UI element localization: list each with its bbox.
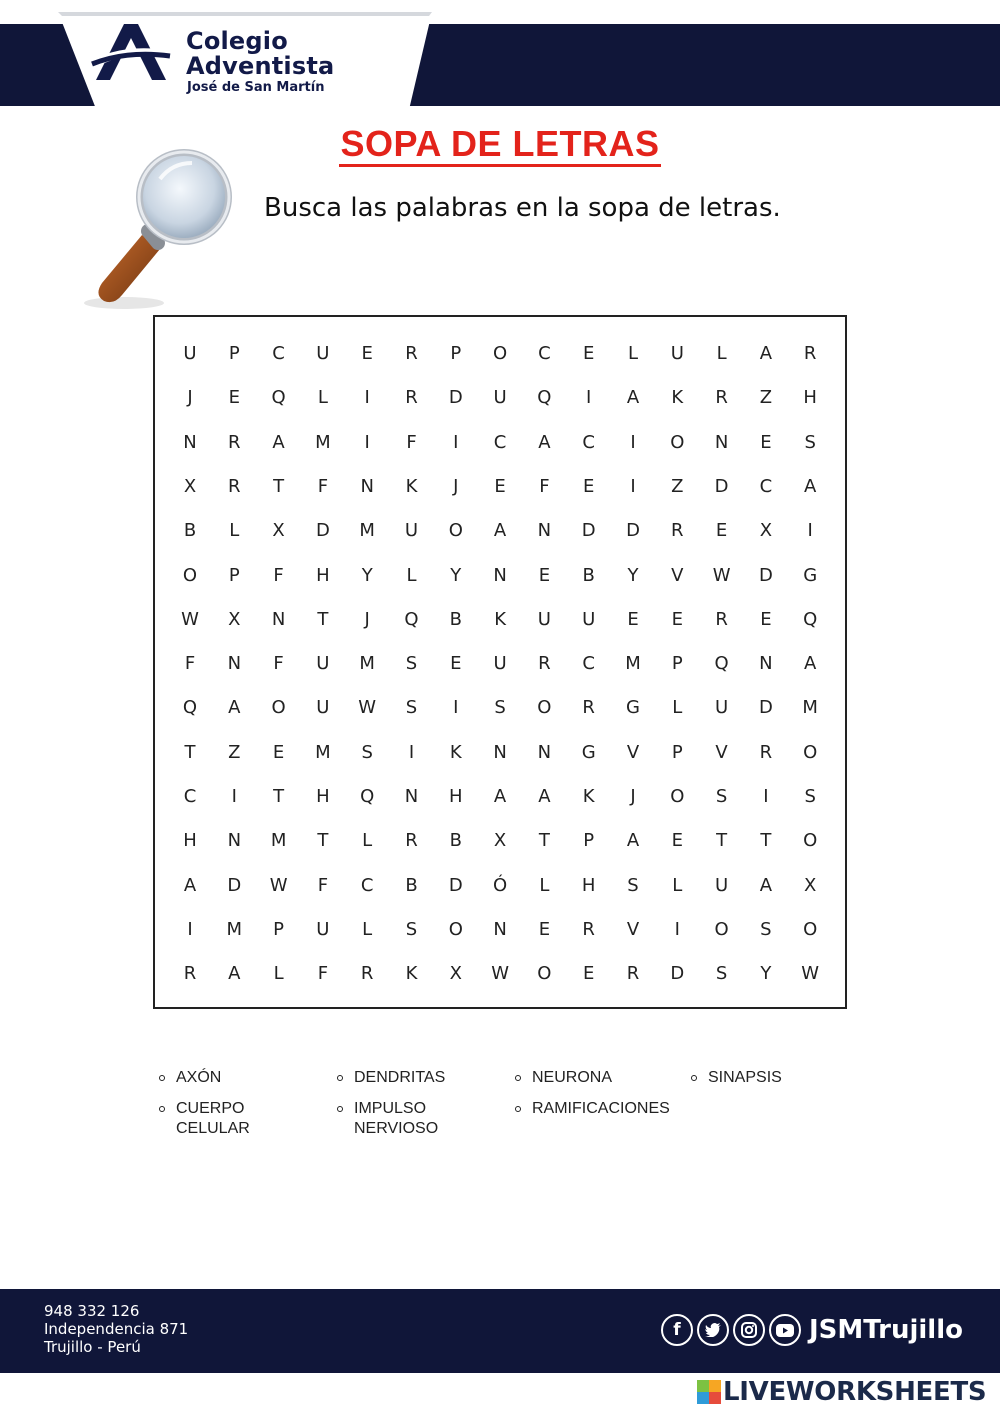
word-bullet — [337, 1106, 343, 1112]
word-bullet — [159, 1106, 165, 1112]
grid-letter[interactable]: S — [760, 918, 772, 940]
grid-row — [155, 871, 845, 901]
grid-letter[interactable]: D — [670, 963, 685, 985]
liveworksheets-text: LIVEWORKSHEETS — [723, 1377, 987, 1407]
magnifying-glass-icon — [80, 145, 240, 320]
grid-letter[interactable]: P — [671, 741, 683, 763]
grid-letter[interactable]: H — [803, 387, 817, 409]
grid-letter[interactable]: W — [801, 963, 820, 985]
grid-letter[interactable]: Z — [759, 387, 773, 409]
grid-letter[interactable]: E — [583, 475, 595, 497]
liveworksheets-watermark — [697, 1377, 986, 1407]
grid-letter[interactable]: M — [270, 830, 287, 852]
word-item-line1: NEURONA — [532, 1069, 613, 1086]
grid-letter[interactable]: R — [228, 431, 241, 453]
grid-letter[interactable]: S — [405, 918, 418, 940]
grid-letter[interactable]: P — [583, 830, 595, 852]
grid-letter[interactable]: L — [672, 874, 683, 896]
grid-letter[interactable]: I — [630, 475, 636, 497]
grid-letter[interactable]: M — [802, 697, 818, 719]
grid-letter[interactable]: L — [362, 830, 373, 852]
grid-letter[interactable]: I — [807, 520, 813, 542]
youtube-icon[interactable] — [769, 1314, 801, 1346]
grid-letter[interactable]: D — [714, 475, 729, 497]
grid-letter[interactable]: I — [763, 786, 769, 807]
grid-letter[interactable]: E — [228, 387, 240, 409]
grid-letter[interactable]: A — [626, 830, 640, 852]
grid-letter[interactable]: C — [759, 475, 773, 497]
school-name-line1: Colegio — [186, 27, 288, 55]
grid-letter[interactable]: I — [364, 387, 370, 409]
grid-letter[interactable]: L — [716, 343, 727, 364]
grid-letter[interactable]: U — [493, 387, 507, 409]
grid-letter[interactable]: X — [493, 830, 507, 852]
grid-letter[interactable]: U — [316, 918, 330, 940]
grid-letter[interactable]: N — [404, 786, 419, 807]
grid-row — [155, 738, 845, 768]
grid-letter[interactable]: B — [449, 830, 462, 852]
grid-letter[interactable]: O — [493, 343, 508, 364]
grid-letter[interactable]: Q — [714, 653, 729, 675]
city: Trujillo - Perú — [44, 1338, 141, 1356]
grid-letter[interactable]: C — [493, 431, 507, 453]
grid-letter[interactable]: A — [804, 653, 817, 675]
grid-letter[interactable]: I — [364, 431, 370, 453]
grid-letter[interactable]: S — [804, 431, 816, 453]
grid-letter[interactable]: N — [227, 653, 242, 675]
grid-letter[interactable]: P — [228, 564, 240, 586]
grid-letter[interactable]: D — [758, 697, 773, 719]
grid-letter[interactable]: R — [715, 608, 728, 630]
grid-letter[interactable]: Q — [404, 608, 419, 630]
grid-letter[interactable]: O — [537, 697, 552, 719]
grid-letter[interactable]: J — [630, 786, 636, 807]
grid-letter[interactable]: X — [449, 963, 462, 985]
grid-letter[interactable]: F — [406, 431, 417, 453]
grid-letter[interactable]: B — [449, 608, 462, 630]
grid-letter[interactable]: Q — [360, 786, 375, 807]
grid-letter[interactable]: O — [803, 741, 818, 763]
grid-row — [155, 383, 845, 413]
grid-letter[interactable]: G — [803, 564, 818, 586]
grid-letter[interactable]: F — [273, 564, 284, 586]
grid-letter[interactable]: I — [586, 387, 592, 409]
grid-letter[interactable]: W — [491, 963, 509, 985]
grid-letter[interactable]: N — [493, 564, 507, 586]
word-item-line1: CUERPO — [176, 1100, 245, 1117]
grid-letter[interactable]: O — [271, 697, 286, 719]
grid-letter[interactable]: C — [538, 343, 551, 364]
grid-letter[interactable]: Z — [671, 475, 684, 497]
grid-letter[interactable]: D — [227, 874, 242, 896]
grid-letter[interactable]: O — [448, 520, 463, 542]
grid-letter[interactable]: A — [759, 343, 773, 364]
grid-letter[interactable]: E — [538, 564, 551, 586]
grid-letter[interactable]: S — [627, 874, 639, 896]
grid-letter[interactable]: G — [581, 741, 596, 763]
grid-letter[interactable]: X — [272, 520, 285, 542]
grid-letter[interactable]: E — [361, 343, 373, 364]
grid-letter[interactable]: U — [537, 608, 551, 630]
grid-letter[interactable]: J — [453, 475, 459, 497]
grid-letter[interactable]: E — [583, 343, 595, 364]
grid-letter[interactable]: C — [582, 653, 595, 675]
grid-letter[interactable]: L — [273, 963, 284, 985]
grid-letter[interactable]: N — [537, 741, 552, 763]
grid-letter[interactable]: D — [758, 564, 773, 586]
grid-letter[interactable]: U — [316, 653, 330, 675]
grid-letter[interactable]: R — [183, 963, 197, 985]
grid-letter[interactable]: E — [538, 918, 551, 940]
grid-letter[interactable]: F — [273, 653, 284, 675]
grid-row — [155, 693, 845, 723]
grid-letter[interactable]: N — [537, 520, 552, 542]
grid-letter[interactable]: C — [360, 874, 374, 896]
word-item — [532, 1099, 670, 1119]
grid-letter[interactable]: F — [317, 963, 329, 985]
grid-letter[interactable]: R — [405, 343, 418, 364]
grid-row — [155, 649, 845, 679]
phone-number: 948 332 126 — [44, 1302, 140, 1320]
grid-letter[interactable]: I — [408, 741, 415, 763]
grid-letter[interactable]: T — [716, 830, 728, 852]
grid-letter[interactable]: L — [539, 874, 550, 896]
grid-letter[interactable]: P — [228, 343, 240, 364]
school-logo — [58, 12, 432, 114]
grid-letter[interactable]: K — [449, 741, 462, 763]
grid-letter[interactable]: S — [715, 963, 728, 985]
word-bullet — [337, 1075, 343, 1081]
grid-letter[interactable]: D — [448, 874, 463, 896]
grid-letter[interactable]: L — [229, 520, 240, 542]
grid-letter[interactable]: A — [626, 387, 640, 409]
grid-letter[interactable]: C — [183, 786, 197, 807]
grid-letter[interactable]: O — [714, 918, 729, 940]
grid-letter[interactable]: H — [449, 786, 463, 807]
grid-letter[interactable]: I — [231, 786, 237, 807]
grid-letter[interactable]: R — [538, 653, 551, 675]
grid-letter[interactable]: A — [493, 520, 507, 542]
instruction-text: Busca las palabras en la sopa de letras. — [264, 193, 781, 223]
grid-letter[interactable]: C — [582, 431, 595, 453]
grid-letter[interactable]: K — [405, 475, 418, 497]
grid-letter[interactable]: E — [627, 608, 639, 630]
grid-row — [155, 782, 845, 812]
page-title-text: SOPA DE LETRAS — [339, 123, 660, 167]
grid-letter[interactable]: O — [803, 830, 818, 852]
word-item-line1: AXÓN — [176, 1069, 222, 1086]
grid-letter[interactable]: U — [715, 697, 729, 719]
grid-letter[interactable]: N — [493, 918, 507, 940]
grid-letter[interactable]: X — [804, 874, 817, 896]
grid-letter[interactable]: Q — [182, 697, 198, 719]
grid-letter[interactable]: U — [404, 520, 419, 542]
grid-letter[interactable]: E — [760, 431, 772, 453]
word-bullet — [691, 1075, 697, 1081]
word-item-line2: NERVIOSO — [354, 1120, 439, 1137]
grid-letter[interactable]: H — [183, 830, 197, 852]
grid-letter[interactable]: T — [538, 830, 550, 852]
grid-letter[interactable]: A — [493, 786, 507, 807]
word-bullet — [515, 1075, 521, 1081]
grid-letter[interactable]: P — [273, 918, 285, 940]
grid-letter[interactable]: H — [316, 786, 330, 807]
grid-letter[interactable]: T — [760, 830, 772, 852]
grid-letter[interactable]: K — [582, 786, 595, 807]
grid-letter[interactable]: M — [359, 653, 375, 675]
grid-letter[interactable]: K — [671, 387, 684, 409]
twitter-icon[interactable] — [697, 1314, 729, 1346]
grid-letter[interactable]: Ó — [493, 874, 508, 896]
grid-letter[interactable]: N — [183, 431, 197, 453]
grid-letter[interactable]: W — [269, 874, 288, 896]
grid-letter[interactable]: F — [184, 653, 196, 675]
grid-letter[interactable]: F — [539, 475, 550, 497]
word-item-line2: CELULAR — [176, 1120, 250, 1137]
word-item-line1: RAMIFICACIONES — [532, 1100, 670, 1117]
grid-letter[interactable]: N — [271, 608, 286, 630]
grid-row — [155, 959, 845, 989]
grid-letter[interactable]: A — [272, 431, 285, 453]
word-item — [532, 1068, 612, 1088]
grid-letter[interactable]: L — [627, 343, 639, 364]
word-item — [354, 1099, 438, 1139]
word-item-line1: SINAPSIS — [708, 1069, 782, 1086]
grid-letter[interactable]: O — [803, 918, 818, 940]
grid-letter[interactable]: R — [759, 741, 773, 763]
liveworksheets-logo-icon — [697, 1380, 721, 1404]
grid-row — [155, 339, 845, 369]
grid-letter[interactable]: M — [315, 741, 331, 763]
grid-letter[interactable]: R — [582, 697, 595, 719]
grid-letter[interactable]: I — [453, 697, 459, 719]
grid-letter[interactable]: Q — [537, 387, 552, 409]
grid-letter[interactable]: D — [626, 520, 640, 542]
grid-letter[interactable]: J — [364, 608, 370, 630]
grid-letter[interactable]: L — [362, 918, 373, 940]
address: Independencia 871 — [44, 1320, 189, 1338]
grid-letter[interactable]: N — [493, 741, 507, 763]
grid-letter[interactable]: R — [582, 918, 595, 940]
grid-letter[interactable]: A — [538, 431, 551, 453]
grid-letter[interactable]: N — [714, 431, 729, 453]
grid-letter[interactable]: U — [582, 608, 596, 630]
grid-letter[interactable]: T — [317, 830, 329, 852]
grid-letter[interactable]: T — [184, 741, 196, 763]
grid-row — [155, 428, 845, 458]
word-item — [354, 1068, 445, 1088]
grid-letter[interactable]: O — [448, 918, 463, 940]
grid-letter[interactable]: F — [317, 874, 329, 896]
social-handle[interactable]: JSMTrujillo — [809, 1315, 963, 1345]
grid-letter[interactable]: R — [405, 830, 418, 852]
grid-letter[interactable]: R — [803, 343, 817, 364]
grid-letter[interactable]: U — [183, 343, 197, 364]
word-item — [176, 1068, 221, 1088]
grid-letter[interactable]: X — [228, 608, 241, 630]
grid-letter[interactable]: L — [406, 564, 417, 586]
grid-letter[interactable]: U — [670, 343, 684, 364]
grid-letter[interactable]: D — [315, 520, 330, 542]
page-title — [0, 123, 1000, 165]
word-search-grid — [153, 315, 847, 1009]
grid-letter[interactable]: I — [674, 918, 680, 940]
facebook-icon[interactable]: f — [661, 1314, 693, 1346]
grid-letter[interactable]: E — [450, 653, 462, 675]
grid-letter[interactable]: L — [317, 387, 328, 409]
grid-letter[interactable]: N — [759, 653, 773, 675]
word-item — [708, 1068, 782, 1088]
grid-letter[interactable]: V — [671, 564, 684, 586]
grid-letter[interactable]: K — [405, 963, 418, 985]
grid-letter[interactable]: A — [228, 697, 241, 719]
grid-letter[interactable]: V — [715, 741, 728, 763]
grid-letter[interactable]: U — [316, 697, 330, 719]
grid-letter[interactable]: S — [405, 697, 418, 719]
social-links — [661, 1314, 963, 1346]
grid-letter[interactable]: E — [671, 608, 683, 630]
grid-letter[interactable]: B — [582, 564, 595, 586]
grid-letter[interactable]: L — [672, 697, 683, 719]
grid-letter[interactable]: S — [804, 786, 816, 807]
grid-letter[interactable]: E — [715, 520, 728, 542]
grid-letter[interactable]: G — [626, 697, 640, 719]
grid-letter[interactable]: A — [183, 874, 197, 896]
contact-info — [44, 1302, 188, 1356]
grid-letter[interactable]: R — [228, 475, 241, 497]
grid-letter[interactable]: M — [625, 653, 641, 675]
grid-letter[interactable]: U — [715, 874, 729, 896]
grid-letter[interactable]: J — [187, 387, 193, 409]
grid-letter[interactable]: W — [712, 564, 731, 586]
grid-letter[interactable]: T — [317, 608, 329, 630]
grid-letter[interactable]: Q — [803, 608, 818, 630]
grid-letter[interactable]: W — [181, 608, 199, 630]
grid-letter[interactable]: P — [671, 653, 683, 675]
grid-letter[interactable]: W — [358, 697, 377, 719]
school-name-line2: Adventista — [186, 52, 335, 80]
word-bullet — [515, 1106, 521, 1112]
instagram-icon[interactable] — [733, 1314, 765, 1346]
grid-letter[interactable]: E — [272, 741, 285, 763]
grid-letter[interactable]: S — [715, 786, 728, 807]
grid-letter[interactable]: S — [494, 697, 506, 719]
grid-letter[interactable]: Y — [627, 564, 639, 586]
grid-letter[interactable]: Y — [450, 564, 462, 586]
grid-letter[interactable]: O — [670, 786, 685, 807]
grid-letter[interactable]: I — [453, 431, 459, 453]
grid-letter[interactable]: R — [671, 520, 684, 542]
grid-letter[interactable]: R — [405, 387, 418, 409]
grid-letter[interactable]: E — [760, 608, 772, 630]
grid-letter[interactable]: U — [493, 653, 507, 675]
grid-letter[interactable]: I — [630, 431, 636, 453]
grid-letter[interactable]: M — [315, 431, 331, 453]
grid-letter[interactable]: N — [360, 475, 374, 497]
grid-letter[interactable]: E — [583, 963, 595, 985]
grid-letter[interactable]: R — [626, 963, 640, 985]
grid-row — [155, 915, 845, 945]
grid-letter[interactable]: R — [715, 387, 728, 409]
grid-letter[interactable]: D — [581, 520, 596, 542]
grid-letter[interactable]: H — [581, 874, 596, 896]
grid-letter[interactable]: X — [759, 520, 773, 542]
grid-letter[interactable]: U — [316, 343, 330, 364]
grid-letter[interactable]: S — [361, 741, 373, 763]
word-item-line1: DENDRITAS — [354, 1069, 446, 1086]
grid-row — [155, 826, 845, 856]
grid-letter[interactable]: F — [317, 475, 329, 497]
grid-letter[interactable]: P — [450, 343, 462, 364]
grid-letter[interactable]: O — [182, 564, 198, 586]
grid-row — [155, 472, 845, 502]
word-bullet — [159, 1075, 165, 1081]
grid-row — [155, 561, 845, 591]
grid-letter[interactable]: H — [316, 564, 330, 586]
grid-letter[interactable]: Z — [228, 741, 241, 763]
grid-letter[interactable]: Y — [361, 564, 373, 586]
grid-letter[interactable]: B — [183, 520, 197, 542]
grid-letter[interactable]: E — [494, 475, 506, 497]
grid-letter[interactable]: T — [273, 786, 285, 807]
grid-letter[interactable]: A — [228, 963, 241, 985]
grid-letter[interactable]: B — [405, 874, 418, 896]
school-name-line3: José de San Martín — [187, 80, 325, 95]
grid-letter[interactable]: N — [227, 830, 242, 852]
grid-letter[interactable]: S — [405, 653, 418, 675]
grid-letter[interactable]: Q — [271, 387, 286, 409]
grid-letter[interactable]: R — [360, 963, 374, 985]
word-item-line1: IMPULSO — [354, 1100, 427, 1117]
grid-letter[interactable]: C — [272, 343, 285, 364]
grid-letter[interactable]: T — [273, 475, 285, 497]
grid-letter[interactable]: V — [626, 918, 640, 940]
grid-row — [155, 605, 845, 635]
grid-letter[interactable]: A — [538, 786, 551, 807]
grid-letter[interactable]: Y — [760, 963, 772, 985]
grid-row — [155, 516, 845, 546]
grid-letter[interactable]: O — [670, 431, 685, 453]
grid-letter[interactable]: D — [448, 387, 463, 409]
grid-letter[interactable]: I — [187, 918, 193, 940]
grid-letter[interactable]: E — [671, 830, 683, 852]
grid-letter[interactable]: A — [804, 475, 817, 497]
grid-letter[interactable]: K — [494, 608, 506, 630]
grid-letter[interactable]: O — [537, 963, 552, 985]
grid-letter[interactable]: M — [226, 918, 243, 940]
word-item — [176, 1099, 250, 1139]
grid-letter[interactable]: X — [183, 475, 197, 497]
grid-letter[interactable]: V — [626, 741, 640, 763]
grid-letter[interactable]: A — [759, 874, 773, 896]
grid-letter[interactable]: M — [359, 520, 375, 542]
